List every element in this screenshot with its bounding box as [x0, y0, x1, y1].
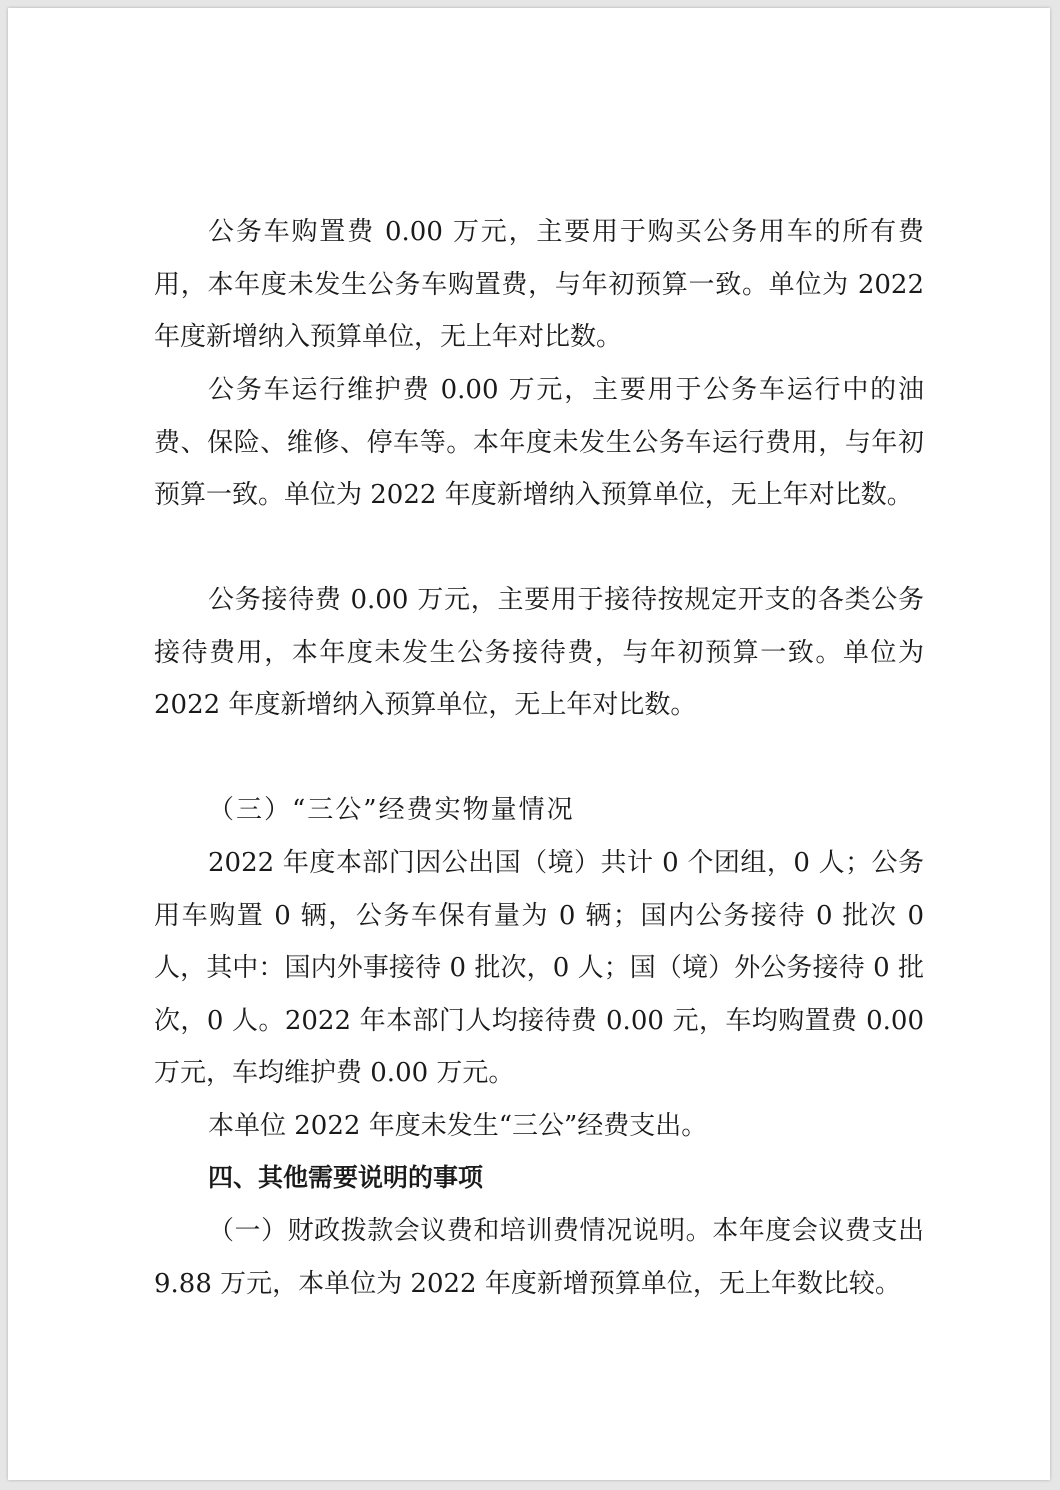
document-page	[8, 8, 1050, 1480]
subheading-three-public-physical: （三）“三公”经费实物量情况	[208, 795, 575, 825]
paragraph-meeting-training: （一）财政拨款会议费和培训费情况说明。本年度会议费支出 9.88 万元，本单位为 2022 年度新增预算单位，无上年数比较。	[154, 1216, 924, 1299]
paragraph-no-expense: 本单位 2022 年度未发生“三公”经费支出。	[208, 1111, 708, 1141]
paragraph-vehicle-operation: 公务车运行维护费 0.00 万元，主要用于公务车运行中的油费、保险、维修、停车等。本年度未发生公务车运行费用，与年初预算一致。单位为 2022 年度新增纳入预算单位，无上年对比数。	[154, 375, 924, 511]
section-four-heading: 四、其他需要说明的事项	[208, 1163, 484, 1192]
paragraph-physical-quantity: 2022 年度本部门因公出国（境）共计 0 个团组，0 人；公务用车购置 0 辆，公务车保有量为 0 辆；国内公务接待 0 批次 0 人，其中：国内外事接待 0 批次，0 人；国（境）外公务接待 0 批次，0 人。2022 年本部门人均接待费 0.00 元，车均购置费 0.00 万元，车均维护费 0.00 万元。	[154, 848, 924, 1089]
paragraph-reception: 公务接待费 0.00 万元，主要用于接待按规定开支的各类公务接待费用，本年度未发生公务接待费，与年初预算一致。单位为 2022 年度新增纳入预算单位，无上年对比数。	[154, 585, 924, 721]
paragraph-vehicle-purchase: 公务车购置费 0.00 万元，主要用于购买公务用车的所有费用，本年度未发生公务车购置费，与年初预算一致。单位为 2022 年度新增纳入预算单位，无上年对比数。	[154, 217, 924, 353]
